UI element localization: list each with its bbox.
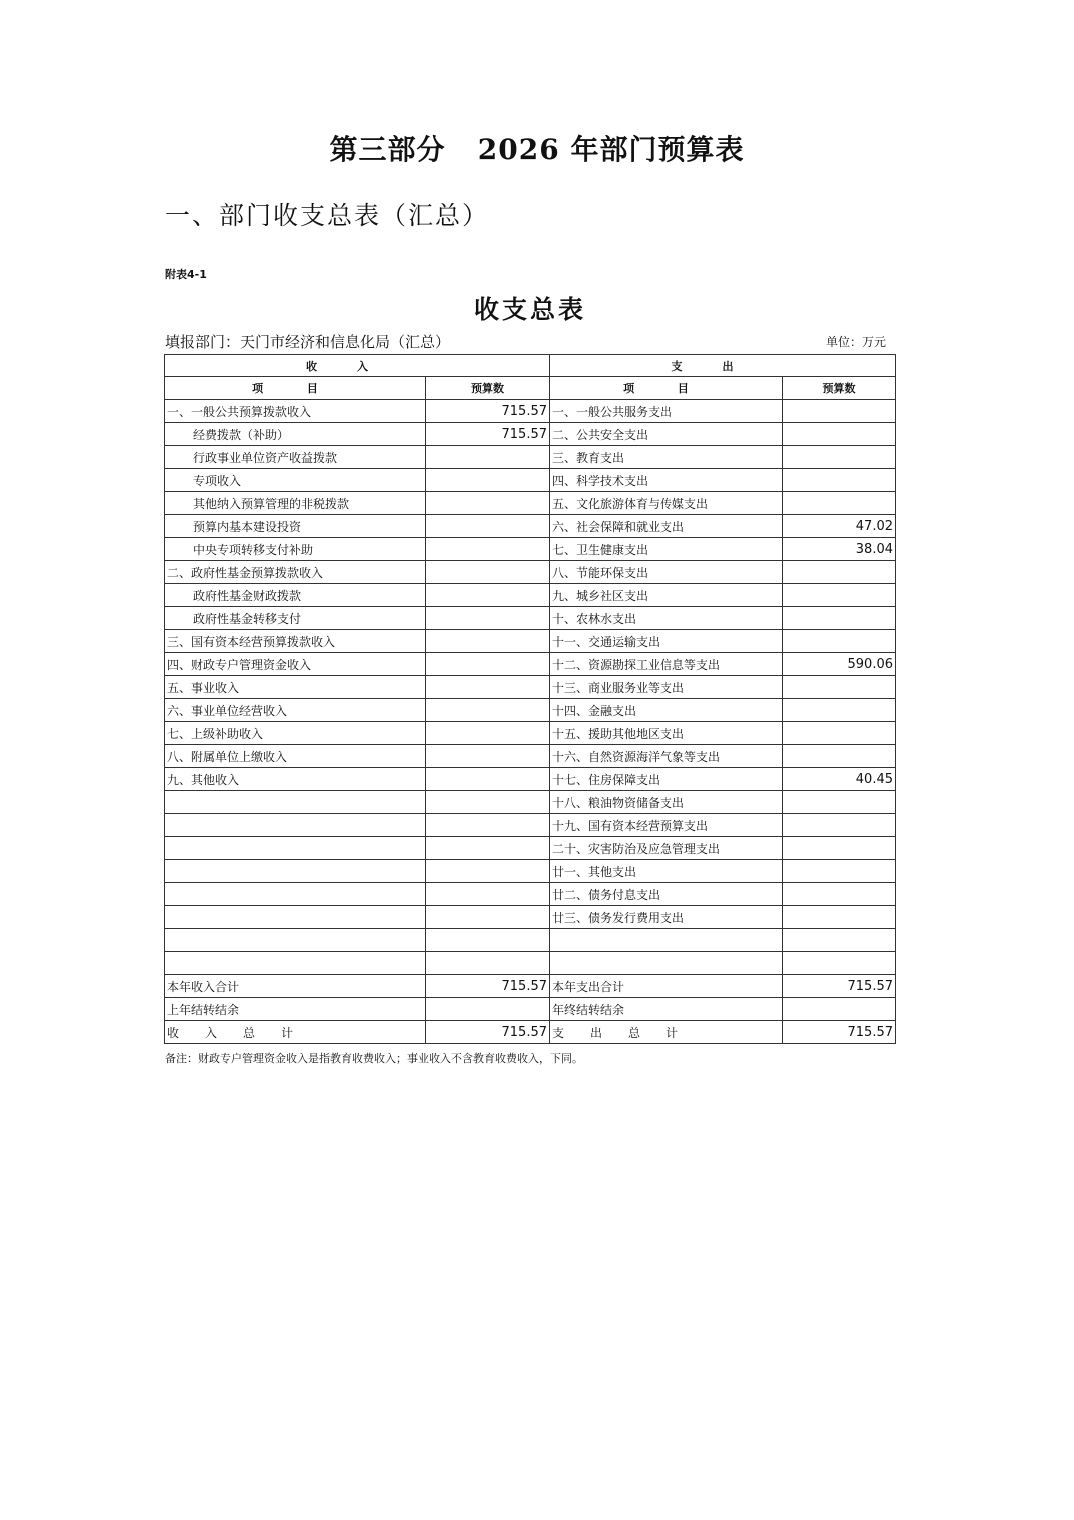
expense-header: 支出 bbox=[550, 355, 896, 377]
expense-value-cell bbox=[783, 561, 896, 584]
expense-value-cell: 590.06 bbox=[783, 653, 896, 676]
expense-item-cell: 三、教育支出 bbox=[550, 446, 783, 469]
table-row bbox=[165, 630, 896, 653]
expense-value-cell bbox=[783, 883, 896, 906]
table-row bbox=[165, 837, 896, 860]
income-item-cell: 政府性基金财政拨款 bbox=[165, 584, 426, 607]
income-value-cell bbox=[426, 607, 550, 630]
income-item-cell: 预算内基本建设投资 bbox=[165, 515, 426, 538]
expense-item-cell: 十三、商业服务业等支出 bbox=[550, 676, 783, 699]
table-row bbox=[165, 906, 896, 929]
expense-item-cell: 十五、援助其他地区支出 bbox=[550, 722, 783, 745]
expense-item-cell: 一、一般公共服务支出 bbox=[550, 400, 783, 423]
expense-value-cell bbox=[783, 423, 896, 446]
income-item-cell bbox=[165, 814, 426, 837]
income-item-cell: 七、上级补助收入 bbox=[165, 722, 426, 745]
expense-value-cell bbox=[783, 906, 896, 929]
expense-item-cell: 十一、交通运输支出 bbox=[550, 630, 783, 653]
table-row bbox=[165, 929, 896, 952]
expense-item-cell: 十、农林水支出 bbox=[550, 607, 783, 630]
income-item-cell bbox=[165, 791, 426, 814]
income-item-header: 项 目 bbox=[165, 377, 426, 400]
expense-value-cell bbox=[783, 814, 896, 837]
expense-value-cell bbox=[783, 400, 896, 423]
expense-value-cell: 715.57 bbox=[783, 1021, 896, 1044]
table-row bbox=[165, 584, 896, 607]
table-row bbox=[165, 446, 896, 469]
expense-item-cell bbox=[550, 952, 783, 975]
table-row bbox=[165, 676, 896, 699]
income-item-cell: 其他纳入预算管理的非税拨款 bbox=[165, 492, 426, 515]
expense-item-cell: 十七、住房保障支出 bbox=[550, 768, 783, 791]
expense-item-cell: 十九、国有资本经营预算支出 bbox=[550, 814, 783, 837]
income-item-cell bbox=[165, 860, 426, 883]
income-item-cell: 二、政府性基金预算拨款收入 bbox=[165, 561, 426, 584]
table-row bbox=[165, 561, 896, 584]
expense-value-cell bbox=[783, 791, 896, 814]
table-row bbox=[165, 492, 896, 515]
income-value-cell bbox=[426, 492, 550, 515]
table-subheader-row bbox=[165, 377, 896, 400]
expense-item-cell: 九、城乡社区支出 bbox=[550, 584, 783, 607]
expense-value-cell bbox=[783, 745, 896, 768]
income-value-cell bbox=[426, 906, 550, 929]
table-row bbox=[165, 699, 896, 722]
income-value-cell bbox=[426, 446, 550, 469]
income-item-cell: 本年收入合计 bbox=[165, 975, 426, 998]
expense-value-cell bbox=[783, 630, 896, 653]
income-item-cell: 专项收入 bbox=[165, 469, 426, 492]
table-row bbox=[165, 998, 896, 1021]
income-value-cell bbox=[426, 469, 550, 492]
expense-item-cell: 五、文化旅游体育与传媒支出 bbox=[550, 492, 783, 515]
table-row bbox=[165, 745, 896, 768]
income-item-cell: 三、国有资本经营预算拨款收入 bbox=[165, 630, 426, 653]
income-value-cell bbox=[426, 561, 550, 584]
expense-item-cell: 十二、资源勘探工业信息等支出 bbox=[550, 653, 783, 676]
income-value-cell bbox=[426, 676, 550, 699]
table-header-row bbox=[165, 355, 896, 377]
table-row bbox=[165, 722, 896, 745]
table-row bbox=[165, 469, 896, 492]
expense-item-cell: 六、社会保障和就业支出 bbox=[550, 515, 783, 538]
expense-value-cell: 40.45 bbox=[783, 768, 896, 791]
table-title: 收支总表 bbox=[473, 295, 586, 324]
income-item-cell bbox=[165, 952, 426, 975]
expense-value-cell bbox=[783, 469, 896, 492]
table-row bbox=[165, 975, 896, 998]
income-value-cell bbox=[426, 998, 550, 1021]
income-item-cell: 一、一般公共预算拨款收入 bbox=[165, 400, 426, 423]
budget-table bbox=[164, 354, 896, 1044]
expense-value-cell: 38.04 bbox=[783, 538, 896, 561]
income-value-cell bbox=[426, 952, 550, 975]
income-item-cell bbox=[165, 837, 426, 860]
expense-value-cell bbox=[783, 676, 896, 699]
table-row bbox=[165, 1021, 896, 1044]
expense-item-cell bbox=[550, 929, 783, 952]
expense-item-cell: 七、卫生健康支出 bbox=[550, 538, 783, 561]
appendix-label: 附表4-1 bbox=[165, 268, 207, 281]
expense-value-cell bbox=[783, 492, 896, 515]
income-item-cell: 五、事业收入 bbox=[165, 676, 426, 699]
expense-item-cell: 二十、灾害防治及应急管理支出 bbox=[550, 837, 783, 860]
income-item-cell: 八、附属单位上缴收入 bbox=[165, 745, 426, 768]
income-item-cell: 经费拨款（补助） bbox=[165, 423, 426, 446]
expense-item-cell: 四、科学技术支出 bbox=[550, 469, 783, 492]
income-value-cell bbox=[426, 768, 550, 791]
income-item-cell: 九、其他收入 bbox=[165, 768, 426, 791]
expense-value-cell bbox=[783, 837, 896, 860]
expense-budget-header: 预算数 bbox=[783, 377, 896, 400]
expense-item-cell: 十六、自然资源海洋气象等支出 bbox=[550, 745, 783, 768]
table-row bbox=[165, 653, 896, 676]
expense-item-header: 项 目 bbox=[550, 377, 783, 400]
income-value-cell: 715.57 bbox=[426, 400, 550, 423]
income-value-cell: 715.57 bbox=[426, 423, 550, 446]
income-value-cell bbox=[426, 630, 550, 653]
department-label: 填报部门：天门市经济和信息化局（汇总） bbox=[165, 333, 451, 351]
table-row bbox=[165, 952, 896, 975]
table-row bbox=[165, 400, 896, 423]
table-row bbox=[165, 768, 896, 791]
income-budget-header: 预算数 bbox=[426, 377, 550, 400]
table-row bbox=[165, 883, 896, 906]
income-item-cell: 政府性基金转移支付 bbox=[165, 607, 426, 630]
income-item-cell bbox=[165, 929, 426, 952]
expense-value-cell bbox=[783, 584, 896, 607]
table-row bbox=[165, 607, 896, 630]
expense-item-cell: 廿一、其他支出 bbox=[550, 860, 783, 883]
income-value-cell bbox=[426, 699, 550, 722]
income-value-cell bbox=[426, 538, 550, 561]
expense-item-cell: 廿二、债务付息支出 bbox=[550, 883, 783, 906]
unit-label: 单位：万元 bbox=[826, 335, 887, 349]
income-item-cell: 六、事业单位经营收入 bbox=[165, 699, 426, 722]
table-row bbox=[165, 814, 896, 837]
expense-item-cell: 八、节能环保支出 bbox=[550, 561, 783, 584]
expense-item-cell: 十八、粮油物资储备支出 bbox=[550, 791, 783, 814]
expense-item-cell: 本年支出合计 bbox=[550, 975, 783, 998]
expense-item-cell: 支出总计 bbox=[550, 1021, 783, 1044]
income-value-cell bbox=[426, 745, 550, 768]
expense-value-cell bbox=[783, 952, 896, 975]
expense-value-cell bbox=[783, 722, 896, 745]
income-value-cell bbox=[426, 860, 550, 883]
expense-value-cell bbox=[783, 929, 896, 952]
income-value-cell bbox=[426, 837, 550, 860]
expense-item-cell: 十四、金融支出 bbox=[550, 699, 783, 722]
page-title: 第三部分 2026 年部门预算表 bbox=[329, 133, 745, 166]
income-value-cell bbox=[426, 584, 550, 607]
income-item-cell: 行政事业单位资产收益拨款 bbox=[165, 446, 426, 469]
table-row bbox=[165, 423, 896, 446]
expense-value-cell bbox=[783, 446, 896, 469]
income-value-cell: 715.57 bbox=[426, 975, 550, 998]
income-header: 收入 bbox=[165, 355, 550, 377]
income-item-cell: 中央专项转移支付补助 bbox=[165, 538, 426, 561]
table-row bbox=[165, 860, 896, 883]
expense-value-cell bbox=[783, 998, 896, 1021]
table-row bbox=[165, 538, 896, 561]
income-value-cell: 715.57 bbox=[426, 1021, 550, 1044]
income-item-cell: 四、财政专户管理资金收入 bbox=[165, 653, 426, 676]
income-value-cell bbox=[426, 814, 550, 837]
table-row bbox=[165, 515, 896, 538]
expense-value-cell: 47.02 bbox=[783, 515, 896, 538]
income-value-cell bbox=[426, 929, 550, 952]
income-item-cell: 收入总计 bbox=[165, 1021, 426, 1044]
expense-item-cell: 廿三、债务发行费用支出 bbox=[550, 906, 783, 929]
expense-value-cell bbox=[783, 607, 896, 630]
income-value-cell bbox=[426, 883, 550, 906]
income-item-cell: 上年结转结余 bbox=[165, 998, 426, 1021]
expense-item-cell: 二、公共安全支出 bbox=[550, 423, 783, 446]
income-item-cell bbox=[165, 883, 426, 906]
income-value-cell bbox=[426, 722, 550, 745]
table-row bbox=[165, 791, 896, 814]
expense-value-cell: 715.57 bbox=[783, 975, 896, 998]
footnote: 备注：财政专户管理资金收入是指教育收费收入；事业收入不含教育收费收入，下同。 bbox=[165, 1052, 583, 1065]
income-value-cell bbox=[426, 653, 550, 676]
expense-value-cell bbox=[783, 699, 896, 722]
income-value-cell bbox=[426, 791, 550, 814]
income-value-cell bbox=[426, 515, 550, 538]
income-item-cell bbox=[165, 906, 426, 929]
expense-item-cell: 年终结转结余 bbox=[550, 998, 783, 1021]
section-title: 一、部门收支总表（汇总） bbox=[165, 201, 490, 230]
expense-value-cell bbox=[783, 860, 896, 883]
